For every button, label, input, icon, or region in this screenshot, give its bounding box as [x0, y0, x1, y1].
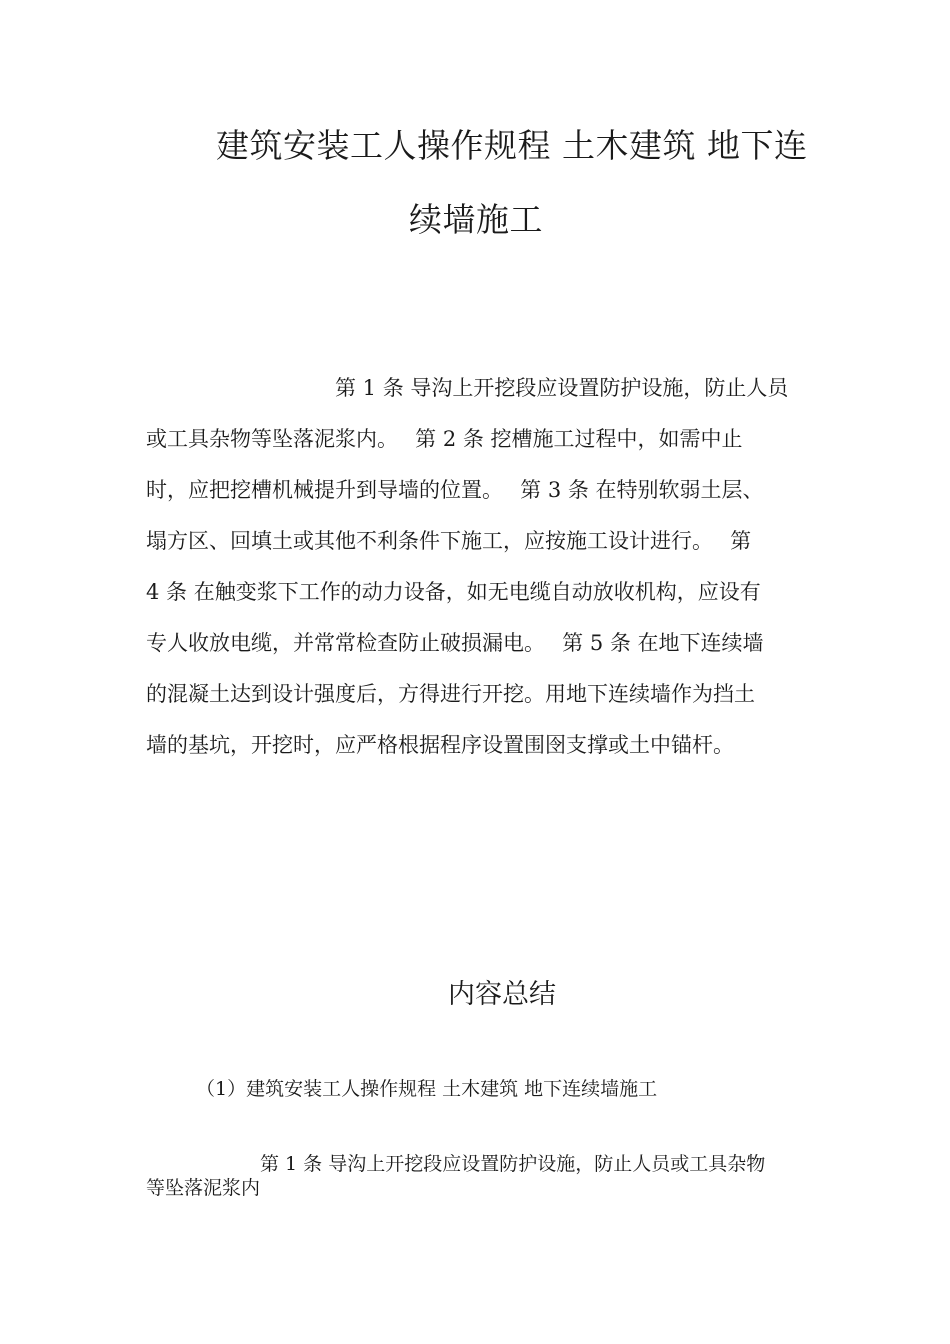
summary-item: （1）建筑安装工人操作规程 土木建筑 地下连续墙施工	[196, 1078, 658, 1100]
summary-heading: 内容总结	[448, 979, 556, 1010]
body-line: 墙的基坑，开挖时，应严格根据程序设置围囹支撑或土中锚杆。	[146, 733, 734, 757]
document-title-line-2: 续墙施工	[409, 200, 543, 239]
body-line: 塌方区、回填土或其他不利条件下施工，应按施工设计进行。 第	[146, 529, 752, 553]
summary-line: 第 1 条 导沟上开挖段应设置防护设施，防止人员或工具杂物	[146, 1153, 766, 1175]
body-line: 或工具杂物等坠落泥浆内。 第 2 条 挖槽施工过程中，如需中止	[146, 427, 743, 451]
body-line: 的混凝土达到设计强度后，方得进行开挖。用地下连续墙作为挡土	[146, 682, 755, 706]
summary-line: 等坠落泥浆内	[146, 1177, 261, 1199]
document-title-line-1: 建筑安装工人操作规程 土木建筑 地下连	[216, 126, 808, 165]
body-line: 专人收放电缆，并常常检查防止破损漏电。 第 5 条 在地下连续墙	[146, 631, 764, 655]
body-line: 时，应把挖槽机械提升到导墙的位置。 第 3 条 在特别软弱土层、	[146, 478, 764, 502]
body-line: 第 1 条 导沟上开挖段应设置防护设施，防止人员	[146, 376, 789, 400]
body-line: 4 条 在触变浆下工作的动力设备，如无电缆自动放收机构，应设有	[146, 580, 761, 604]
